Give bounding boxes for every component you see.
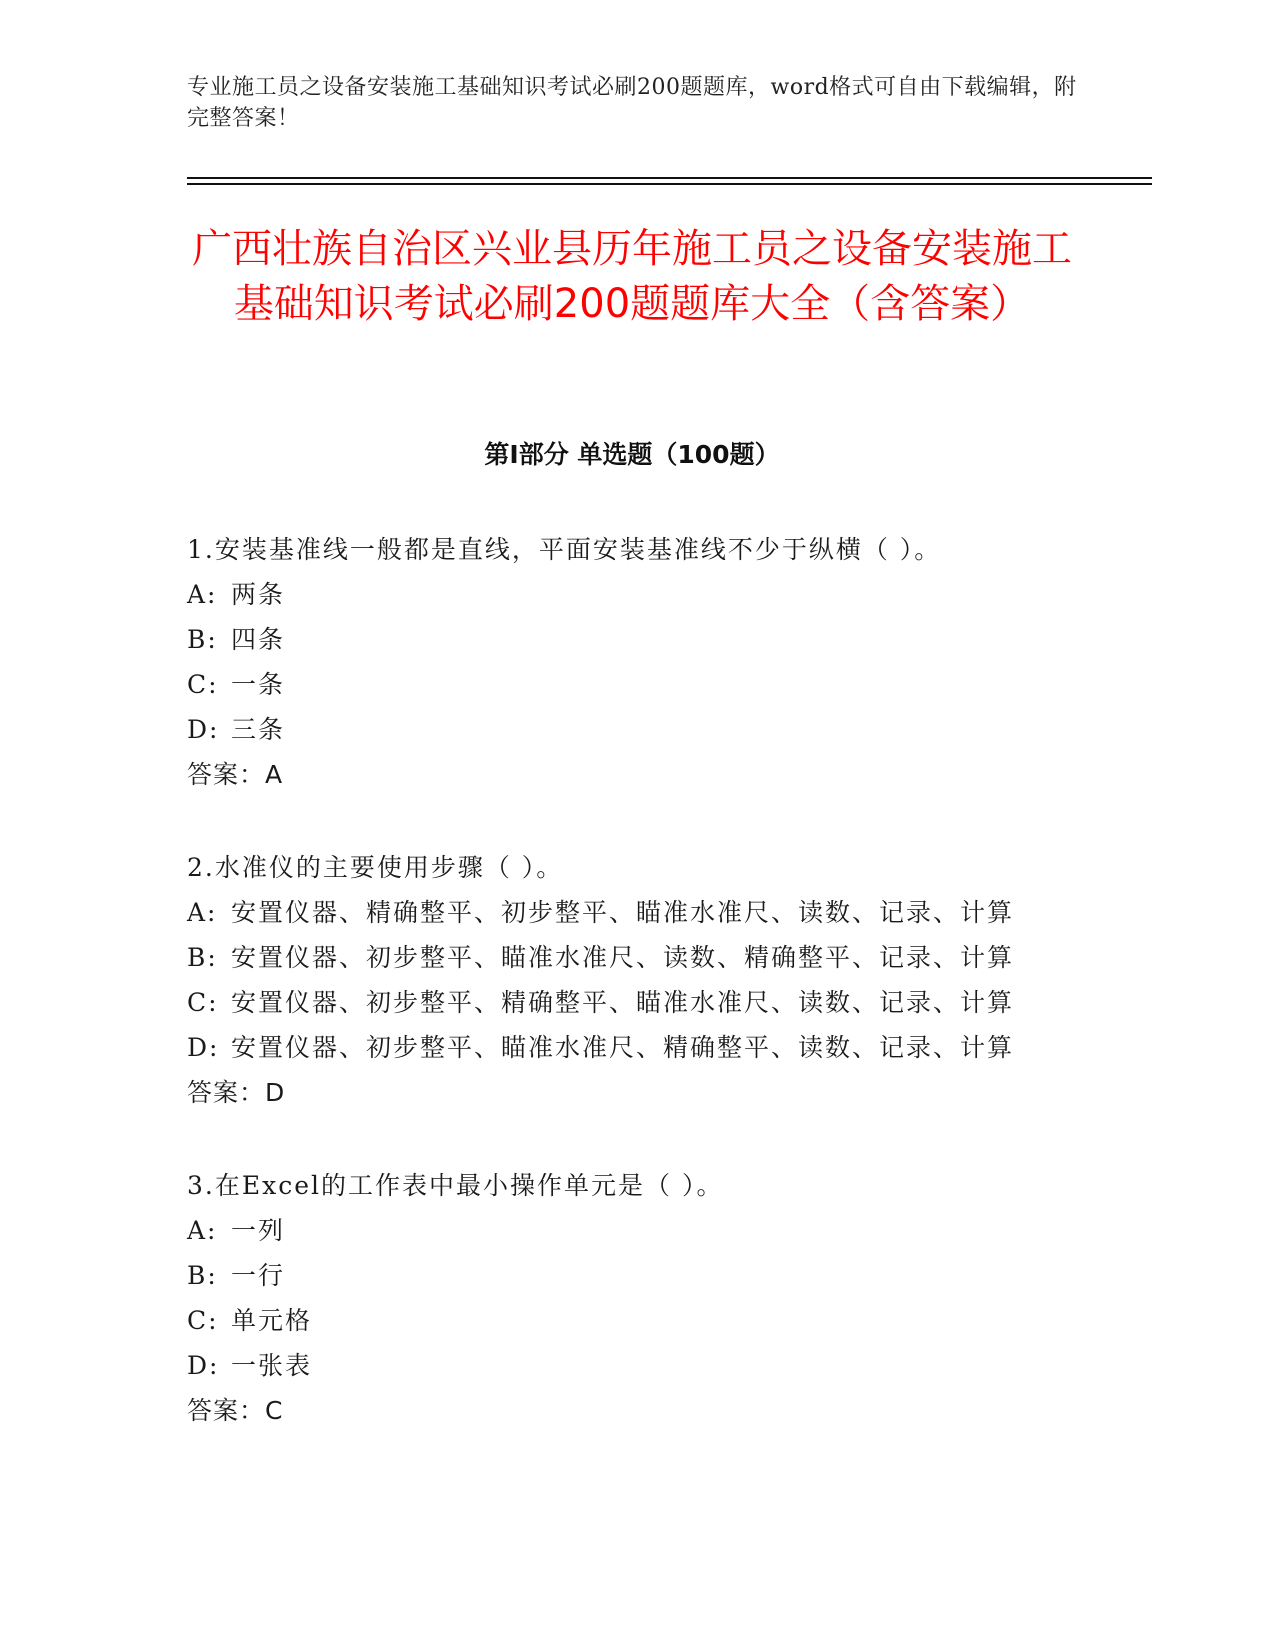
option-letter: C: (187, 670, 219, 699)
option-text: 一行 (231, 1261, 286, 1290)
answer-line: 答案：D (187, 1078, 286, 1107)
option-letter: B: (187, 943, 218, 972)
option-letter: B: (187, 625, 218, 654)
option-text: 一条 (231, 670, 286, 699)
option-text: 安置仪器、初步整平、瞄准水准尺、精确整平、读数、记录、计算 (231, 1033, 1015, 1062)
option-b (187, 1253, 1087, 1298)
option-text: 两条 (231, 580, 286, 609)
option-a (187, 572, 1087, 617)
section-title: 第I部分 单选题（100题） (484, 440, 780, 469)
option-letter: A: (187, 898, 218, 927)
option-letter: D: (187, 1351, 220, 1380)
option-d (187, 1025, 1087, 1070)
option-letter: D: (187, 715, 220, 744)
option-text: 安置仪器、初步整平、瞄准水准尺、读数、精确整平、记录、计算 (231, 943, 1015, 972)
option-text: 单元格 (231, 1306, 313, 1335)
question-list (187, 527, 1087, 1481)
option-b (187, 617, 1087, 662)
option-c (187, 662, 1087, 707)
option-c (187, 980, 1087, 1025)
header-rule-top (187, 177, 1152, 179)
header-note: 专业施工员之设备安装施工基础知识考试必刷200题题库，word格式可自由下载编辑，附完整答案！ (187, 75, 1077, 131)
option-a (187, 1208, 1087, 1253)
option-a (187, 890, 1087, 935)
question-stem: 1.安装基准线一般都是直线，平面安装基准线不少于纵横（ ）。 (187, 535, 942, 564)
option-letter: C: (187, 988, 219, 1017)
option-text: 一列 (231, 1216, 286, 1245)
document-title: 广西壮族自治区兴业县历年施工员之设备安装施工基础知识考试必刷200题题库大全（含答案） (192, 226, 1072, 327)
option-letter: B: (187, 1261, 218, 1290)
option-text: 安置仪器、初步整平、精确整平、瞄准水准尺、读数、记录、计算 (231, 988, 1015, 1017)
option-letter: D: (187, 1033, 220, 1062)
option-letter: C: (187, 1306, 219, 1335)
question-2 (187, 845, 1087, 1115)
question-stem: 2.水准仪的主要使用步骤（ ）。 (187, 853, 564, 882)
question-stem: 3.在Excel的工作表中最小操作单元是（ ）。 (187, 1171, 724, 1200)
option-d (187, 1343, 1087, 1388)
option-text: 四条 (231, 625, 286, 654)
question-3 (187, 1163, 1087, 1433)
answer-line: 答案：A (187, 760, 284, 789)
option-letter: A: (187, 1216, 218, 1245)
question-1 (187, 527, 1087, 797)
answer-line: 答案：C (187, 1396, 284, 1425)
header-rule-bottom (187, 183, 1152, 185)
option-text: 安置仪器、精确整平、初步整平、瞄准水准尺、读数、记录、计算 (231, 898, 1015, 927)
option-text: 三条 (231, 715, 286, 744)
option-letter: A: (187, 580, 218, 609)
option-b (187, 935, 1087, 980)
option-text: 一张表 (231, 1351, 313, 1380)
option-d (187, 707, 1087, 752)
option-c (187, 1298, 1087, 1343)
